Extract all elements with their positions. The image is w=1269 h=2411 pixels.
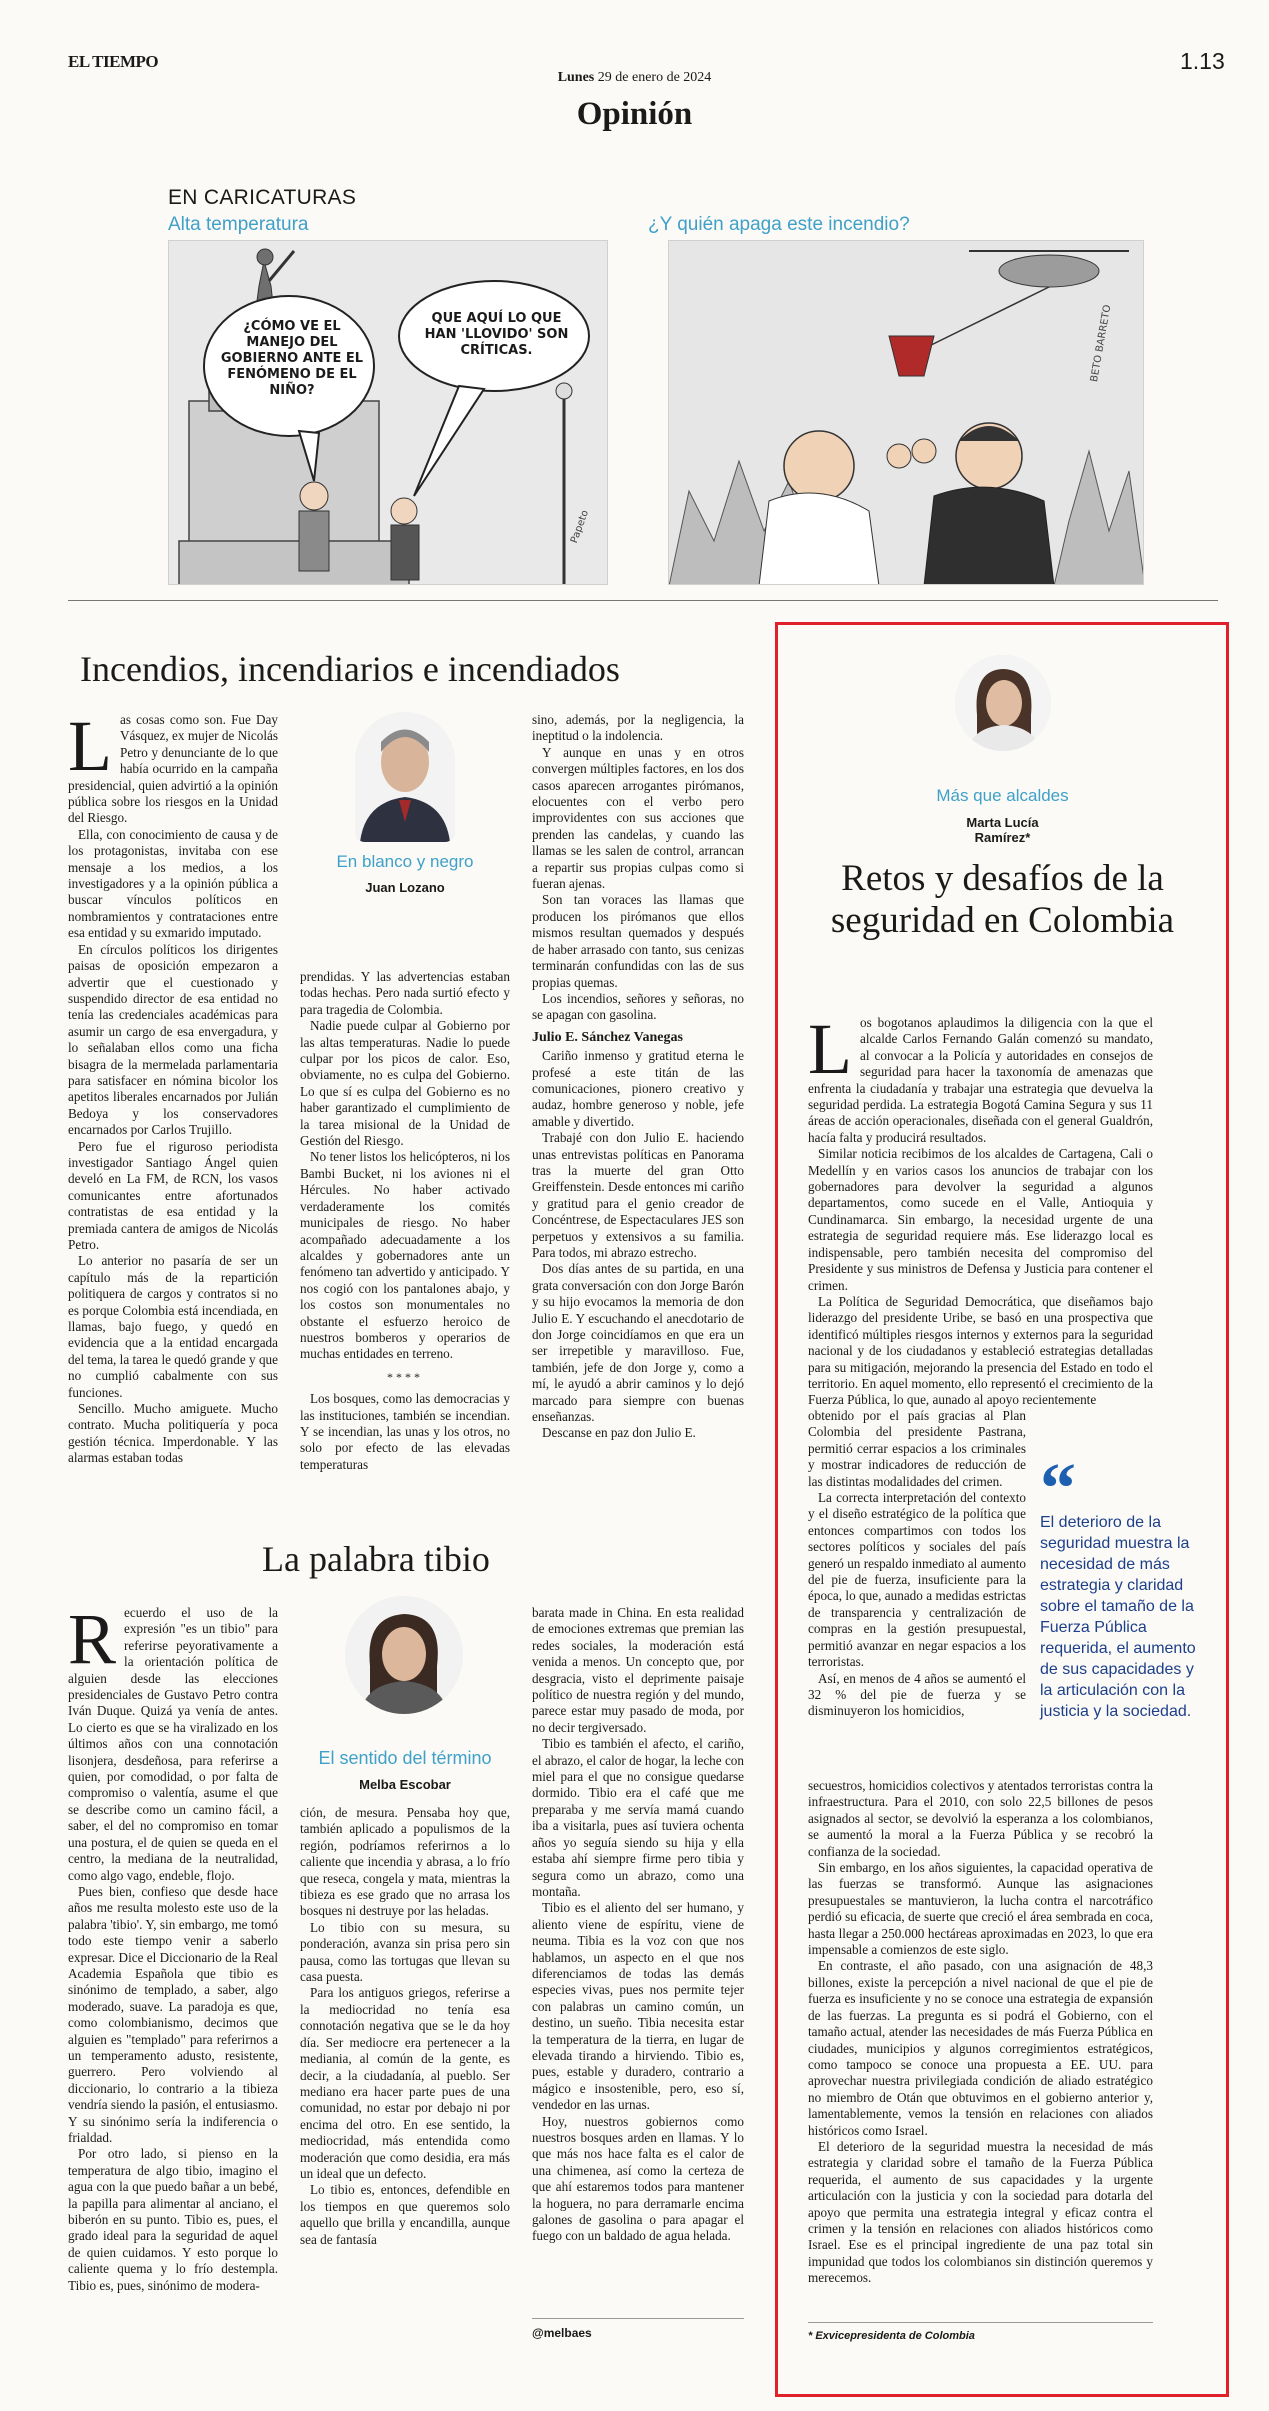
article3-top-p1: os bogotanos aplaudimos la diligencia con la que el alcalde Carlos Fernando Galán comenzó su mandato, al convocar a la Policía y autoridades en consejos de seguridad para hacer la taxonomía de amenazas que enfrenta la ciudadanía y trabajar una estrategia que devuelva la seguridad perdida. La estrategia Bogotá Camina Segura y sus 11 áreas de acción operacionales, diseñada con el general Gualdrón, hacía falta y producirá resultados.	[808, 1015, 1153, 1145]
article3-bottom-p2: Sin embargo, en los años siguientes, la capacidad operativa de las fuerzas se transformó. Aunque las asignaciones presupuestales se mantuvieron, la lucha contra el narcotráfico perdió su eficacia, de suerte que creció el área sembrada en coca, hasta llegar a 250.000 hectáreas aproximadas en 2023, lo que era impensable a comienzos de este siglo.	[808, 1860, 1153, 1958]
cartoon-left-illustration	[168, 240, 608, 585]
article1-col3b-p4: Descanse en paz don Julio E.	[542, 1425, 696, 1441]
article2-col3-p1: barata made in China. En esta realidad de emociones extremas que premian las redes sociales, la moderación está venida a menos. Un concepto que, por desgracia, visto el deprimente paisaje político de nuestra región y del mundo, parece estar muy pasado de moda, por no decir tergiversado.	[532, 1605, 744, 1735]
article1-col3-p3: Son tan voraces las llamas que producen los pirómanos que ellos mismos resultan quemados y después de haber arrasado con tanto, sus cenizas terminarán confundidas con las de sus propias quemas.	[532, 892, 744, 990]
article3-headline: Retos y desafíos de la seguridad en Colombia	[830, 858, 1175, 941]
article1-headline: Incendios, incendiarios e incendiados	[80, 649, 620, 689]
article3-author-portrait	[955, 655, 1051, 751]
article1-col2	[300, 969, 510, 1473]
section-divider	[68, 600, 1218, 601]
cartoon-left-drawing	[169, 241, 608, 585]
article1-col3-p2: Y aunque en unas y en otros convergen múltiples factores, en los dos casos aparecen arrogantes pirómanos, elocuentes con el verbo pero improvidentes con sus acciones que prenden las candelas, y cuando las llamas se les salen de control, arrancan a repartir sus propias culpas como si fueran ajenas.	[532, 744, 744, 892]
article3-dropcap: L	[808, 1009, 852, 1089]
article1-column-name: En blanco y negro	[336, 852, 474, 871]
quote-icon: “	[1040, 1448, 1076, 1528]
article3-body-bottom	[808, 1778, 1153, 2287]
article3-footnote: * Exvicepresidenta de Colombia	[808, 2330, 975, 2342]
article3-top-p2: Similar noticia recibimos de los alcaldes de Cartagena, Cali o Medellín y en varios casos los anuncios de trabajar con los gobernadores para devolver la seguridad a algunos departamentos, como sucede en el Valle, Antioquia y Cundinamarca. Sin embargo, la necesidad urgente de una estrategia de seguridad requiere más. Ese liderazgo local es indispensable, pero también necesita del compromiso del Presidente y sus ministros de Defensa y Justicia para contener el crimen.	[808, 1146, 1153, 1293]
article3-narrow-p1: obtenido por el país gracias al Plan Colombia del presidente Pastrana, permitió cerrar espacios a los criminales y mostrar indicadores de reducción de las distintas modalidades del crimen.	[808, 1408, 1026, 1489]
page-number: 1.13	[1180, 48, 1225, 74]
cartoon-right-drawing	[669, 241, 1144, 585]
cartoon-right-signature: BETO BARRETO	[1089, 303, 1114, 383]
article3-end-rule	[808, 2322, 1153, 2323]
article1-col3	[532, 712, 744, 1442]
article1-col1-p2: Ella, con conocimiento de causa y de los protagonistas, invitaba con ese mensaje a los medios, a los investigadores y a la opinión pública a buscar vínculos políticos en nombramientos y contrataciones entre esa entidad y su exmarido imputado.	[68, 826, 278, 941]
article1-author: Juan Lozano	[365, 880, 445, 895]
cartoon-section-label: EN CARICATURAS	[168, 186, 357, 209]
article3-narrow-p2: La correcta interpretación del contexto y el diseño estratégico de la política que entonces compartimos con todos los sectores políticos y sociales del país generó un respaldo inmediato al aumento del pie de fuerza, insuficiente para la época, lo que, aunado a medidas estrictas de transparencia y centralización de compras en la gestión presupuestal, permitió avanzar en negar espacios a los terroristas.	[808, 1490, 1026, 1670]
article3-top-p3: La Política de Seguridad Democrática, que diseñamos bajo liderazgo del presidente Uribe, se basó en una prospectiva que identificó múltiples riesgos internos y externos para la seguridad nacional y de los ciudadanos y estableció estrategias detalladas para su mitigación, mejorando la presencia del Estado en todo el territorio. En aquel momento, ello representó el crecimiento de la Fuerza Pública, lo que, aunado al apoyo recientemente	[808, 1293, 1153, 1408]
article2-col1-p2: Pues bien, confieso que desde hace años me resulta molesto este uso de la palabra 'tibio'. Y, sin embargo, me tomó todo este tiempo venir a saberlo expresar. Dice el Diccionario de la Real Academia Española que tibio es sinónimo de templado, a saber, algo moderado, suave. La paradoja es que, como colombianismo, decimos que alguien es "templado" para referirnos a un temperamento adusto, resistente, guerrero. Pero volviendo al diccionario, lo contrario a la tibieza vendría siendo la pasión, el entusiasmo. Y su sinónimo sería la indiferencia o frialdad.	[68, 1883, 278, 2145]
article1-col3b-p3: Dos días antes de su partida, en una grata conversación con don Jorge Barón y su hijo evocamos la memoria de don Julio E. Y escuchando el anecdotario de don Jorge coincidíamos en que era un ser irrepetible y maravilloso. Fue, también, jefe de don Jorge y, como a mí, le ayudó a abrir caminos y lo dejó marcado para siempre con buenas enseñanzas.	[532, 1261, 744, 1425]
article2-col2-p4: Lo tibio es, entonces, defendible en los tiempos en que queremos solo aquello que brilla y encandilla, aunque sea de fantasía	[300, 2182, 510, 2247]
article1-col3-p4: Los incendios, señores y señoras, no se apagan con gasolina.	[532, 990, 744, 1023]
article3-column-name: Más que alcaldes	[936, 786, 1069, 805]
article2-portrait-drawing	[345, 1596, 463, 1714]
article3-author-line2: Ramírez*	[974, 830, 1031, 845]
article1-col3-p1: sino, además, por la negligencia, la ineptitud o la indolencia.	[532, 712, 744, 744]
article2-column-name: El sentido del término	[318, 1748, 492, 1768]
cartoon-left-signature: Papeto	[569, 508, 592, 545]
article1-author-portrait	[355, 712, 455, 842]
article3-pullquote: El deterioro de la seguridad muestra la necesidad de más estrategia y claridad sobre el tamaño de la Fuerza Pública requerida, el aumento de sus capacidades y la articulación con la justicia y la sociedad.	[1040, 1514, 1196, 1720]
article2-col3-p2: Tibio es también el afecto, el cariño, el abrazo, el calor de hogar, la leche con miel para el que no consigue quedarse dormido. Tibio era el café que me preparaba y me servía mamá cuando iba a visitarla, pues así tuviera ochenta años yo seguía siendo su hija y ella estaba ahí siempre firme pero tibia y segura como un abrazo, como una montaña.	[532, 1736, 744, 1899]
article2-col3-p4: Hoy, nuestros gobiernos como nuestros bosques arden en llamas. Y lo que más nos hace falta es el calor de una chimenea, así como la certeza de que ahí estaremos todos para mantener la hoguera, no para derramarle encima galones de gasolina o para apagar el fuego con un baldado de agua helada.	[532, 2113, 744, 2244]
article1-col1-p5: Lo anterior no pasaría de ser un capítulo más de la repartición politiquera de cargos y contratos si no es porque Colombia está incendiada, en llamas, bajo fuego, y quedó en evidencia que a la entidad encargada del tema, la tarea le quedó grande y que no cumplió cabalmente con sus funciones.	[68, 1253, 278, 1400]
article1-col1-p1: as cosas como son. Fue Day Vásquez, ex mujer de Nicolás Petro y denunciante de lo que había ocurrido en la campaña presidencial, quien advirtió a la opinión pública sobre los riesgos en la Unidad del Riesgo.	[68, 712, 278, 826]
article2-col2-p2: Lo tibio con su mesura, su ponderación, avanza sin prisa pero sin pausa, como las tortugas que llevan su casa puesta.	[300, 1919, 510, 1985]
cartoon-left-bubble-2: QUE AQUÍ LO QUE HAN 'LLOVIDO' SON CRÍTICAS.	[424, 311, 569, 358]
article2-dropcap: R	[68, 1599, 117, 1679]
article2-col1-p1: ecuerdo el uso de la expresión "es un tibio" para referirse peyorativamente a la orientación política de alguien desde las elecciones presidenciales de Gustavo Petro contra Iván Duque. Quizá ya venía de antes. Lo cierto es que se ha viralizado en los últimos años con una connotación lisonjera, desdeñosa, para referirse a quien, por comodidad, o por falta de compromiso o valentía, asume el que se describe como un camino fácil, a saber, el del no compromiso en tomar una postura, el de quien se queda en el centro, la mediana de la neutralidad, como algo vago, endeble, flojo.	[68, 1605, 278, 1883]
article1-dropcap: L	[68, 706, 112, 786]
article3-bottom-p3: En contraste, el año pasado, con una asignación de 48,3 billones, existe la percepción a nivel nacional de que el pie de fuerza es insuficiente y no se conoce una estrategia de expansión de las fuerzas. La pregunta es si podrá el Gobierno, con el tamaño actual, atender las necesidades de más Fuerza Pública en ciudades, municipios y algunos corregimientos estratégicos, como tampoco se conoce una propuesta a EE. UU. para aprovechar nuestra privilegiada condición de aliado estratégico no miembro de Otán que obtuvimos en el gobierno anterior y, lamentablemente, vemos la tensión en relaciones con aliados históricos como Israel.	[808, 1958, 1153, 2138]
article2-col2	[300, 1805, 510, 2248]
article3-bottom-p4: El deterioro de la seguridad muestra la necesidad de más estrategia y claridad sobre el tamaño de la Fuerza Pública requerida, el aumento de sus capacidades y la urgente articulación con la justicia y con la sociedad para dotarla del apoyo que permita una estrategia integral y eficaz contra el crimen y la tensión en relaciones con aliados históricos como Israel. Ese es el principal ingrediente de una paz total sin impunidad que todos los colombianos sin distinción queremos y merecemos.	[808, 2138, 1153, 2286]
article3-body-top	[808, 1009, 1153, 1409]
article1-portrait-drawing	[355, 712, 455, 842]
date-day: Lunes	[557, 70, 595, 85]
article2-col2-p1: ción, de mesura. Pensaba hoy que, también aplicado a populismos de la región, podríamos referirnos a lo caliente que incendia y abrasa, a lo frío que reseca, congela y mata, mientras la tibieza es ese grado que no arrasa los bosques ni destruye por las heladas.	[300, 1805, 510, 1919]
article1-col1	[68, 706, 278, 1467]
article2-col3-p3: Tibio es el aliento del ser humano, y aliento viene de espíritu, viene de neuma. Tibia es la voz con que nos hablamos, un aspecto en el que nos diferenciamos de todas las demás especies vivas, pues nos permite tejer con palabras un camino común, un destino, un sueño. Tibia necesita estar la temperatura de la tierra, en lugar de elevada tirando a hirviendo. Tibio es, pues, estable y duradero, contrario a mágico e insostenible, pero, eso sí, vendedor en las urnas.	[532, 1900, 744, 2113]
article1-col3b-p1: Cariño inmenso y gratitud eterna le profesé a este titán de las comunicaciones, pionero creativo y audaz, hombre generoso y noble, jefe amable y divertido.	[532, 1048, 744, 1129]
article2-end-rule	[532, 2318, 744, 2319]
article3-narrow-p3: Así, en menos de 4 años se aumentó el 32 % del pie de fuerza y se disminuyeron los homicidios,	[808, 1670, 1026, 1719]
article1-separator: ****	[387, 1369, 423, 1384]
article2-col2-p3: Para los antiguos griegos, referirse a la mediocridad no tenía esa connotación negativa que se le da hoy día. Ser mediocre era pertenecer a la mediania, al común de la gente, es decir, a la ciudadanía, al pueblo. Ser mediano era hacer parte pues de una comunidad, no estar por debajo ni por encima del otro. En ese sentido, la mediocridad, más entendida como moderación que como desidia, era más un ideal que un defecto.	[300, 1985, 510, 2181]
article1-col1-p3: En círculos políticos los dirigentes paisas de oposición empezaron a advertir que el cuestionado y suspendido director de esa entidad no tenía las credenciales académicas para asumir un cargo de esa envergadura, y lo señalaban ellos como una ficha bisagra de la mermelada parlamentaria para satisfacer en nómina bicolor los apetitos liberales encarnados por Julián Bedoya y los conservadores encarnados por Carlos Trujillo.	[68, 941, 278, 1138]
article1-col1-p4: Pero fue el riguroso periodista investigador Santiago Ángel quien develó en La FM, de RCN, los vasos comunicantes entre afortunados contratistas de esa entidad y la premiada cantera de amigos de Nicolás Petro.	[68, 1138, 278, 1252]
article2-headline: La palabra tibio	[262, 1539, 490, 1579]
article1-col2-p1: prendidas. Y las advertencias estaban todas hechas. Pero nada surtió efecto y para tragedia de Colombia.	[300, 969, 510, 1017]
article3-portrait-drawing	[955, 655, 1051, 751]
article1-col3-subhead: Julio E. Sánchez Vanegas	[532, 1029, 683, 1045]
article3-bottom-p1: secuestros, homicidios colectivos y atentados terroristas contra la infraestructura. Para el 2010, con solo 22,5 billones de pesos asignados al sector, se devolvió la esperanza a los colombianos, se aumentó la moral a la Fuerza Pública y se recobró la confianza de la sociedad.	[808, 1778, 1153, 1859]
article1-col1-p6: Sencillo. Mucho amiguete. Mucho contrato. Mucha politiquería y poca gestión técnica. Imperdonable. Y las alarmas estaban todas	[68, 1401, 278, 1466]
article2-author: Melba Escobar	[359, 1777, 451, 1792]
article1-col2-p3: No tener listos los helicópteros, ni los Bambi Bucket, ni los aviones ni el Hércules. No haber activado verdaderamente los comités municipales de riesgo. No haber acompañado adecuadamente a los alcaldes y gobernadores ante un fenómeno tan advertido y anticipado. Y nos cogió con los pantalones abajo, y los costos son monumentales no obstante el esfuerzo heroico de nuestros bomberos y operarios de muchas entidades en terreno.	[300, 1149, 510, 1362]
cartoon-right-illustration	[668, 240, 1144, 585]
section-title: Opinión	[576, 96, 693, 132]
cartoon-right-title: ¿Y quién apaga este incendio?	[648, 214, 910, 235]
article1-col3b-p2: Trabajé con don Julio E. haciendo unas entrevistas políticas en Panorama tras la muerte del gran Otto Greiffenstein. Desde entonces mi cariño y gratitud para el genio creador de Concéntrese, de Espectaculares JES son perpetuos y extensivos a su familia. Para todos, mi abrazo estrecho.	[532, 1130, 744, 1260]
article2-col1-p3: Por otro lado, si pienso en la temperatura de algo tibio, imagino el agua con la que puedo bañar a un bebé, la papilla para alimentar al anciano, el biberón en su punto. Tibio es, pues, el grado ideal para la seguridad de aquel de quien cuidamos. Y esto porque lo caliente quema y lo frío destempla. Tibio es, pues, sinónimo de modera-	[68, 2146, 278, 2293]
cartoon-left-bubble-1: ¿CÓMO VE EL MANEJO DEL GOBIERNO ANTE EL FENÓMENO DE EL NIÑO?	[220, 319, 364, 398]
article2-col3	[532, 1605, 744, 2245]
date-rest: 29 de enero de 2024	[594, 70, 712, 85]
article2-social-handle[interactable]: @melbaes	[532, 2326, 592, 2340]
article2-col1	[68, 1599, 278, 2294]
cartoon-left-title: Alta temperatura	[168, 214, 309, 235]
article3-author-line1: Marta Lucía	[966, 815, 1039, 830]
article3-body-narrow	[808, 1408, 1026, 1720]
article1-col2-p2: Nadie puede culpar al Gobierno por las altas temperaturas. Nadie lo puede culpar por los picos de calor. Eso, obviamente, no es culpa del Gobierno. Lo que sí es culpa del Gobierno es no haber garantizado el cumplimiento de la tarea misional de la Unidad de Gestión del Riesgo.	[300, 1018, 510, 1149]
masthead: EL TIEMPO	[68, 52, 159, 71]
article1-col2-p4: Los bosques, como las democracias y las instituciones, también se incendian. Y se incendian, las unas y los otros, no solo por efecto de las elevadas temperaturas	[300, 1391, 510, 1472]
article2-author-portrait	[345, 1596, 463, 1714]
publication-date	[0, 70, 1269, 86]
